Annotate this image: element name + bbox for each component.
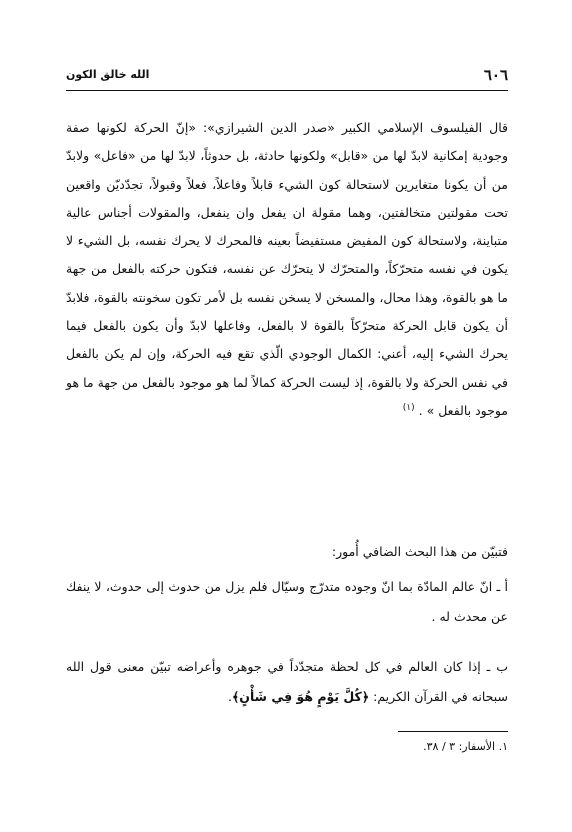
point-b-text: ب ـ إذا كان العالم في كل لحظة متجدّداً في جوهره وأعراضه تبيّن معنى قول الله سبحانه في القرآن الكريم: [66, 659, 508, 704]
footnote: ١. الأسفار: ٣ / ٣٨. [423, 740, 508, 753]
running-title: الله خالق الكون [66, 68, 150, 81]
point-b-paragraph [66, 652, 508, 712]
intro-paragraph: فتبيّن من هذا البحث الضافي أُمور: [331, 544, 508, 559]
running-head [66, 64, 508, 86]
point-b-end: . [228, 689, 232, 704]
quote-text: قال الفيلسوف الإسلامي الكبير «صدر الدين الشيرازي»: «إنّ الحركة لكونها صفة وجودية إمكانية لابدّ لها من «قابل» ولكونها حادثة، بل حدوثاً، لابدّ لها من «فاعل» ولابدّ من أن يكونا متغايرين لاستحالة كون الشيء قابلاً وفاعلاً، فعلاً وقبولاً، تجدّديّن واقعين تحت مقولتين متخالفتين، وهما مقولة ان يفعل وان ينفعل، والمقولات أجناس عالية متباينة، ولاستحالة كون المفيض مستفيضاً بعينه فالمحرك لا يحرك نفسه، بل الشيء لا يكون في نفسه متحرّكاً، والمتحرّك لا يتحرّك عن نفسه، فتكون حركته بالفعل من جهة ما هو بالقوة، وهذا محال، والمسخن لا يسخن نفسه بل لأمر تكون سخونته بالقوة، فلابدّ أن يكون قابل الحركة متحرّكاً بالقوة لا بالفعل، وفاعلها لابدّ وأن يكون بالفعل فيما يحرك الشيء إليه، أعني: الكمال الوجودي الّذي تقع فيه الحركة، وإن لم يكن بالفعل في نفس الحركة ولا بالقوة، إذ ليست الحركة كمالاً لما هو موجود بالفعل من جهة ما هو موجود بالفعل » . [66, 120, 508, 418]
quote-block [66, 114, 508, 425]
page-number: ٦٠٦ [483, 66, 508, 84]
header-rule [66, 90, 508, 91]
footnote-reference: (١) [402, 402, 415, 413]
point-a-paragraph: أ ـ انّ عالم المادّة بما انّ وجوده متدرّج وسيّال فلم يزل من حدوث إلى حدوث، لا ينفك عن محدث له . [66, 579, 508, 624]
quote-paragraph [66, 114, 508, 425]
footnote-rule [398, 731, 508, 732]
quran-verse: ﴿كُلَّ يَوْمٍ هُوَ فِي شَأْنٍ﴾ [231, 689, 370, 704]
